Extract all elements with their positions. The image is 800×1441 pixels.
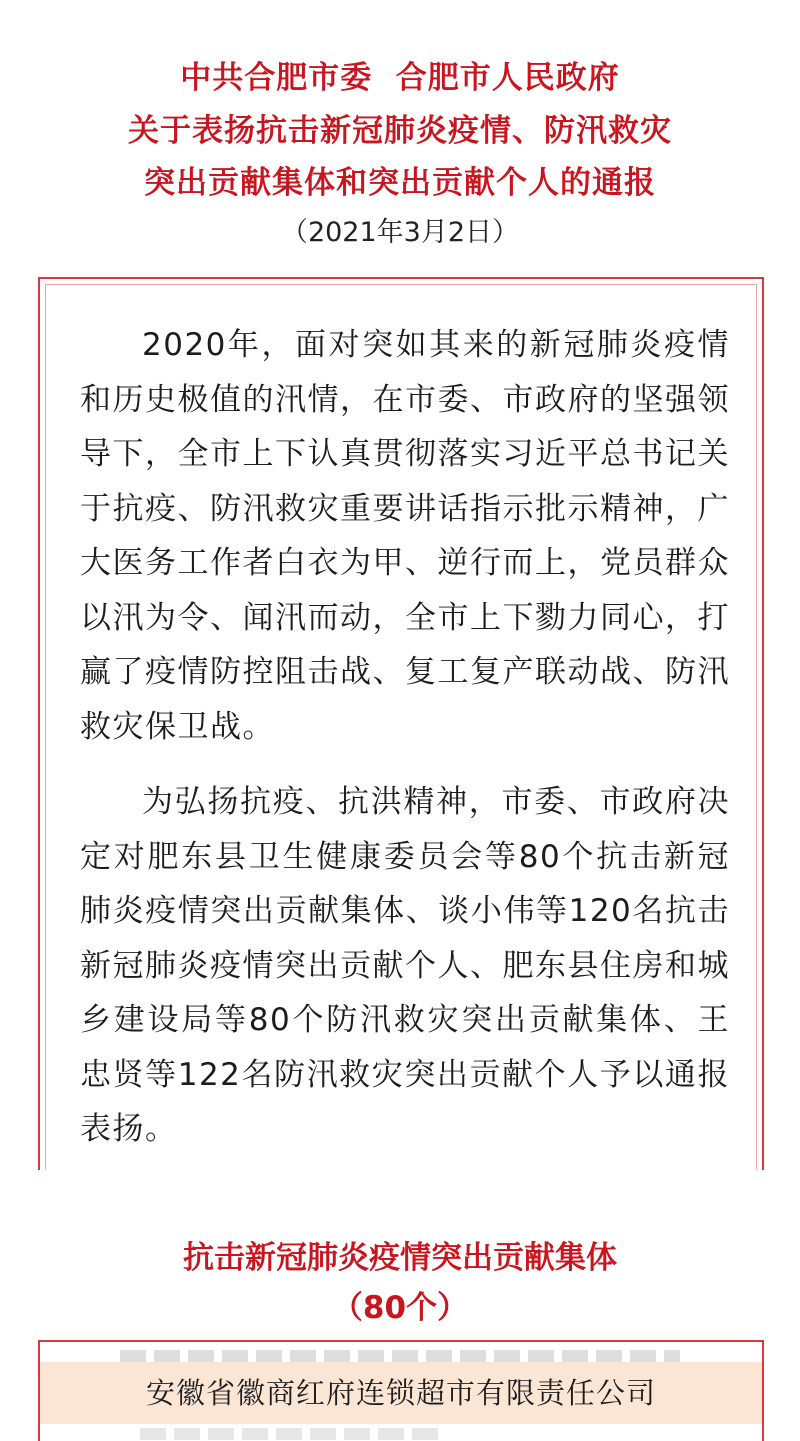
faded-list-row-below bbox=[140, 1428, 440, 1440]
title-line-2: 关于表扬抗击新冠肺炎疫情、防汛救灾 bbox=[128, 113, 672, 149]
document-date: （2021年3月2日） bbox=[280, 217, 520, 248]
highlighted-list-item: 安徽省徽商红府连锁超市有限责任公司 bbox=[145, 1376, 656, 1410]
body-paragraph-1: 2020年，面对突如其来的新冠肺炎疫情和历史极值的汛情，在市委、市政府的坚强领导下，全市上下认真贯彻落实习近平总书记关于抗疫、防汛救灾重要讲话指示批示精神，广大医务工作者白衣为甲、逆行而上，党员群众以汛为令、闻汛而动，全市上下勠力同心，打赢了疫情防控阻击战、复工复产联动战、防汛救灾保卫战。 bbox=[80, 327, 730, 745]
body-paragraph-2: 为弘扬抗疫、抗洪精神，市委、市政府决定对肥东县卫生健康委员会等80个抗击新冠肺炎疫情突出贡献集体、谈小伟等120名抗击新冠肺炎疫情突出贡献个人、肥东县住房和城乡建设局等80个防汛救灾突出贡献集体、王忠贤等122名防汛救灾突出贡献个人予以通报表扬。 bbox=[80, 784, 730, 1147]
section-count: （80个） bbox=[331, 1290, 469, 1326]
section-title: 抗击新冠肺炎疫情突出贡献集体 bbox=[183, 1240, 617, 1276]
title-line-1: 中共合肥市委 合肥市人民政府 bbox=[180, 60, 620, 96]
title-line-3: 突出贡献集体和突出贡献个人的通报 bbox=[144, 165, 656, 201]
